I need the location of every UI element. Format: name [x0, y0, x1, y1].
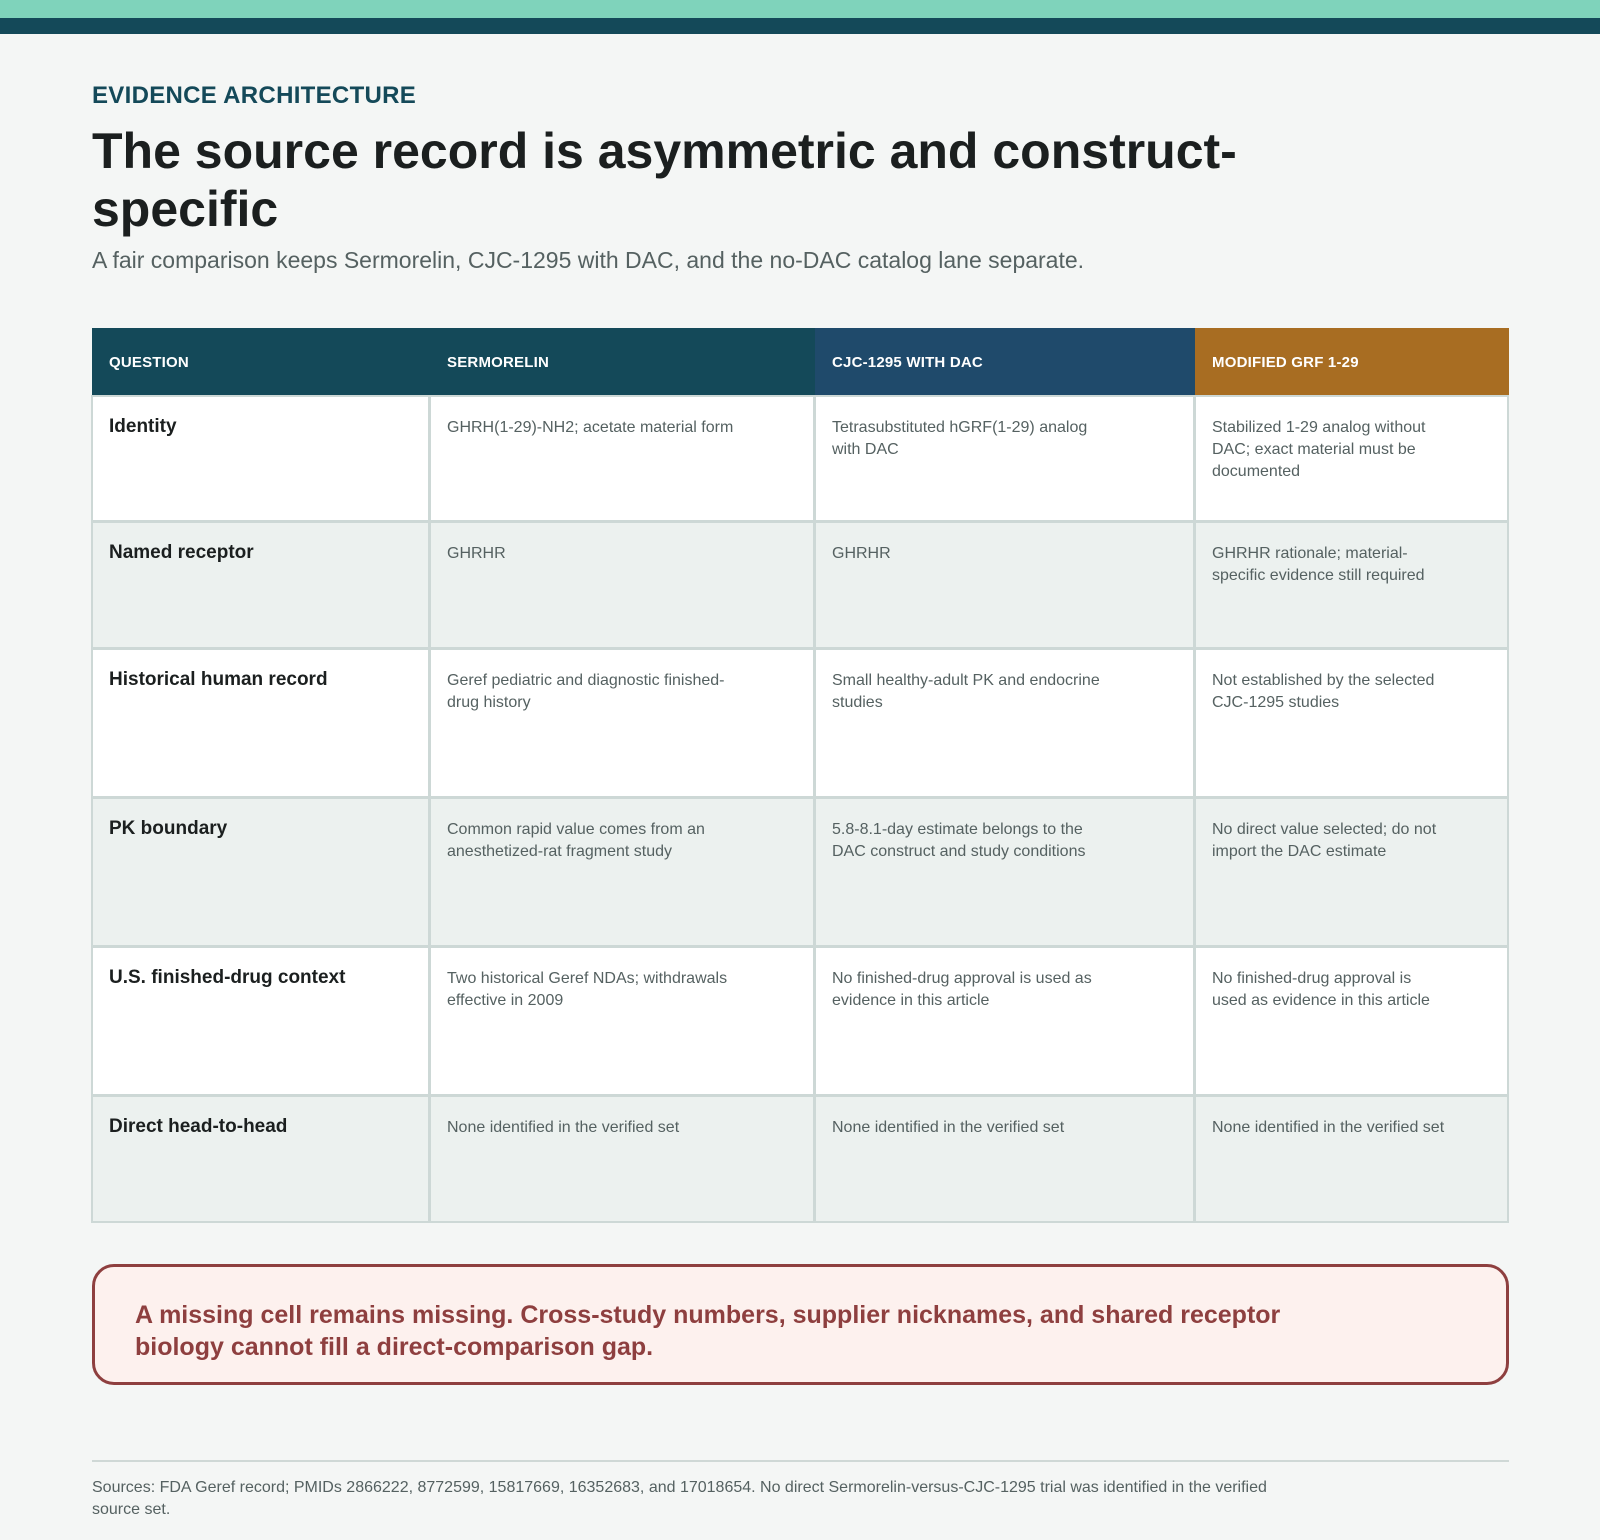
cell-text: Small healthy-adult PK and endocrine studies: [832, 672, 1100, 711]
table-cell: [1194, 1095, 1509, 1223]
table-cell: [814, 395, 1195, 522]
cell-text: Geref pediatric and diagnostic finished-drug history: [447, 672, 725, 711]
table-cell: [814, 521, 1195, 649]
table-cell: [429, 521, 815, 649]
table-cell: [429, 1095, 815, 1223]
table-cell: [814, 1095, 1195, 1223]
cell-text: Not established by the selected CJC-1295 studies: [1212, 672, 1435, 711]
cell-text: Common rapid value comes from an anesthetized-rat fragment study: [447, 821, 705, 860]
section-eyebrow: EVIDENCE ARCHITECTURE: [92, 82, 417, 109]
callout-text: A missing cell remains missing. Cross-study numbers, supplier nicknames, and shared receptor biology cannot fill a direct-comparison gap.: [135, 1301, 1281, 1361]
table-cell: [1194, 521, 1509, 649]
column-header-modified-grf: MODIFIED GRF 1-29: [1195, 328, 1509, 396]
cell-text: GHRH(1-29)-NH2; acetate material form: [447, 419, 734, 436]
cell-text: GHRHR: [832, 545, 891, 562]
top-accent-band: [0, 0, 1600, 18]
table-cell: [429, 395, 815, 522]
cell-text: 5.8-8.1-day estimate belongs to the DAC construct and study conditions: [832, 821, 1086, 860]
table-cell: [814, 648, 1195, 798]
sources-note: Sources: FDA Geref record; PMIDs 2866222, 8772599, 15817669, 16352683, and 17018654. No direct Sermorelin-versus-CJC-1295 trial was identified in the verified source set.: [92, 1479, 1267, 1518]
table-cell: [429, 797, 815, 947]
cell-text: Stabilized 1-29 analog without DAC; exact material must be documented: [1212, 419, 1426, 480]
row-label-direct-head-to-head: Direct head-to-head: [91, 1095, 430, 1223]
table-cell: [814, 797, 1195, 947]
row-label-pk-boundary: PK boundary: [91, 797, 430, 947]
table-cell: [429, 648, 815, 798]
footer-divider: [92, 1460, 1509, 1462]
column-header-sermorelin: SERMORELIN: [430, 328, 815, 396]
table-cell: [1194, 797, 1509, 947]
cell-text: No direct value selected; do not import the DAC estimate: [1212, 821, 1437, 860]
row-label-historical-human-record: Historical human record: [91, 648, 430, 798]
warning-callout: [92, 1264, 1509, 1385]
page-subtitle: A fair comparison keeps Sermorelin, CJC-1295 with DAC, and the no-DAC catalog lane separate.: [92, 247, 1085, 273]
cell-text: GHRHR: [447, 545, 506, 562]
comparison-table: [92, 328, 1509, 1223]
cell-text: None identified in the verified set: [832, 1119, 1065, 1136]
table-cell: [429, 946, 815, 1096]
cell-text: No finished-drug approval is used as evidence in this article: [1212, 970, 1430, 1009]
page-title: The source record is asymmetric and construct-specific: [92, 123, 1237, 237]
top-dark-band: [0, 18, 1600, 34]
table-cell: [1194, 946, 1509, 1096]
column-header-cjc-dac: CJC-1295 WITH DAC: [815, 328, 1195, 396]
column-header-question: QUESTION: [92, 328, 430, 396]
cell-text: No finished-drug approval is used as evidence in this article: [832, 970, 1092, 1009]
cell-text: Tetrasubstituted hGRF(1-29) analog with DAC: [832, 419, 1088, 458]
cell-text: GHRHR rationale; material-specific evidence still required: [1212, 545, 1425, 584]
table-cell: [1194, 648, 1509, 798]
table-cell: [814, 946, 1195, 1096]
cell-text: None identified in the verified set: [447, 1119, 680, 1136]
cell-text: None identified in the verified set: [1212, 1119, 1445, 1136]
row-label-named-receptor: Named receptor: [91, 521, 430, 649]
cell-text: Two historical Geref NDAs; withdrawals effective in 2009: [447, 970, 728, 1009]
row-label-identity: Identity: [91, 395, 430, 522]
table-cell: [1194, 395, 1509, 522]
row-label-us-finished-drug-context: U.S. finished-drug context: [91, 946, 430, 1096]
